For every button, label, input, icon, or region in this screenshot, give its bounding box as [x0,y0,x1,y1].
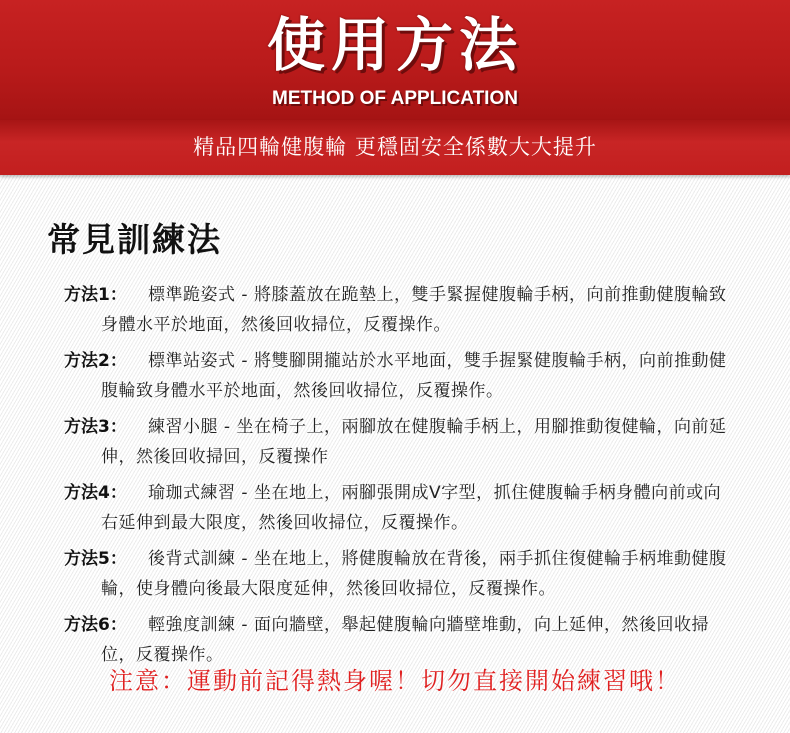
method-item-6 [64,610,728,670]
method-item-3 [64,412,728,472]
feature-banner [0,120,790,175]
method-list [64,280,728,676]
method-label: 方法2： [64,351,127,371]
banner-text: 精品四輪健腹輪 更穩固安全係數大大提升 [193,135,597,159]
header-band [0,0,790,120]
page-subtitle: METHOD OF APPLICATION [272,88,518,109]
method-label: 方法6： [64,615,127,635]
method-text: 標準跪姿式 - 將膝蓋放在跪墊上，雙手緊握健腹輪手柄，向前推動健腹輪致身體水平於地面，然後回收掃位，反覆操作。 [101,285,727,335]
method-text: 瑜珈式練習 - 坐在地上，兩腳張開成V字型，抓住健腹輪手柄身體向前或向右延伸到最大限度，然後回收掃位，反覆操作。 [101,483,722,533]
method-text: 輕強度訓練 - 面向牆壁，舉起健腹輪向牆壁堆動，向上延伸，然後回收掃位，反覆操作。 [101,615,709,665]
warning-notice: 注意：運動前記得熱身喔！切勿直接開始練習哦！ [109,667,681,695]
method-label: 方法1： [64,285,127,305]
method-item-1 [64,280,728,340]
method-text: 練習小腿 - 坐在椅子上，兩腳放在健腹輪手柄上，用腳推動復健輪，向前延伸，然後回收掃回，反覆操作 [101,417,727,467]
method-text: 後背式訓練 - 坐在地上，將健腹輪放在背後，兩手抓住復健輪手柄堆動健腹輪，使身體向後最大限度延伸，然後回收掃位，反覆操作。 [101,549,727,599]
method-item-4 [64,478,728,538]
method-item-5 [64,544,728,604]
method-item-2 [64,346,728,406]
method-label: 方法5： [64,549,127,569]
method-label: 方法4： [64,483,127,503]
method-label: 方法3： [64,417,127,437]
method-text: 標準站姿式 - 將雙腳開攏站於水平地面，雙手握緊健腹輪手柄，向前推動健腹輪致身體水平於地面，然後回收掃位，反覆操作。 [101,351,727,401]
page-title: 使用方法 [266,11,523,79]
section-heading: 常見訓練法 [47,220,222,259]
